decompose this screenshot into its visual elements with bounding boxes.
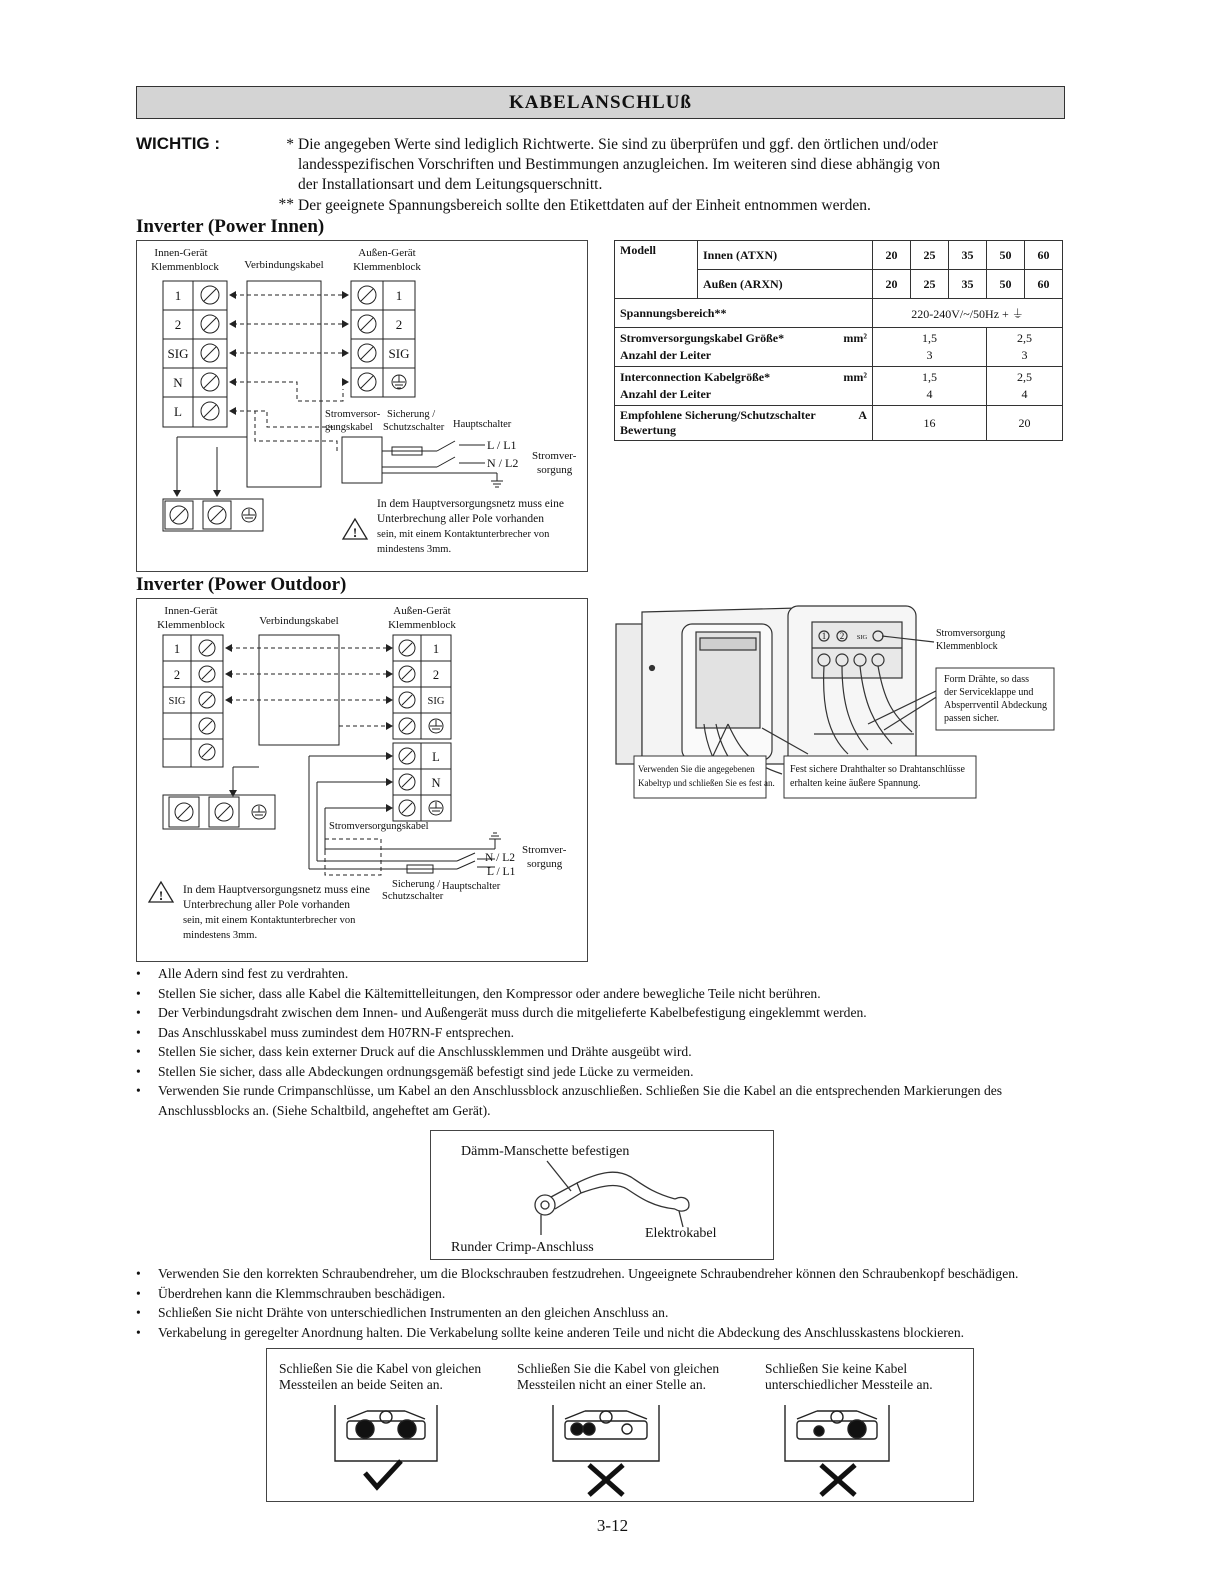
list-item: • Verkabelung in geregelter Anordnung halten. Die Verkabelung sollte keine anderen Teile und nicht die Abdeckung des Anschlusskastens blockieren. bbox=[136, 1323, 1066, 1343]
callout-form-2: der Serviceklappe und bbox=[944, 687, 1034, 698]
list-item: • Schließen Sie nicht Drähte von unterschiedlichen Instrumenten an den gleichen Anschluss an. bbox=[136, 1303, 1066, 1323]
power-cable-label: Stromversorgungskabel bbox=[329, 821, 429, 832]
fuse-label-2: Schutzschalter bbox=[383, 422, 445, 433]
photo-terminal-1: 1 bbox=[821, 631, 827, 641]
note-1-line-2: landesspezifischen Vorschriften und Bestimmungen anzugleichen. Im weiteren sind diese abhängig von bbox=[298, 156, 941, 173]
page-title: KABELANSCHLUß bbox=[136, 86, 1065, 119]
interconnection-conductors-small: 4 bbox=[926, 387, 933, 401]
list-item: • Alle Adern sind fest zu verdrahten. bbox=[136, 964, 1066, 984]
l1-label: L / L1 bbox=[487, 438, 517, 452]
svg-text:!: ! bbox=[158, 888, 164, 903]
checkmark-icon bbox=[365, 1461, 401, 1487]
example-bad2-illustration bbox=[785, 1405, 889, 1461]
note-1-line-1: Die angegeben Werte sind lediglich Richtwerte. Sie sind zu überprüfen und ggf. den örtlichen und/oder bbox=[298, 136, 938, 153]
crimp-sleeve-label: Dämm-Manschette befestigen bbox=[461, 1144, 630, 1159]
screwdriver-notes-list bbox=[136, 1264, 1066, 1342]
indoor-label-2: Klemmenblock bbox=[151, 261, 219, 273]
important-label: WICHTIG : bbox=[136, 134, 221, 153]
list-item: • Stellen Sie sicher, dass kein externer Druck auf die Anschlussklemmen und Drähte ausgeübt wird. bbox=[136, 1042, 1066, 1062]
model-outdoor-20: 20 bbox=[873, 270, 911, 299]
page-number: 3-12 bbox=[596, 1516, 629, 1535]
warning-icon bbox=[149, 882, 173, 903]
warning-line-3: sein, mit einem Kontaktunterbrecher von bbox=[183, 915, 356, 926]
warning-line-4: mindestens 3mm. bbox=[377, 544, 452, 555]
outdoor-label-2: Klemmenblock bbox=[353, 261, 421, 273]
interconnection-cable-label: Interconnection Kabelgröße* bbox=[620, 370, 771, 384]
outdoor-terminal-2: 2 bbox=[395, 317, 403, 332]
warning-icon bbox=[343, 519, 367, 540]
supply-label-1: Stromver- bbox=[532, 450, 577, 462]
fuse-rating-unit: A bbox=[858, 408, 867, 422]
list-item-line-1: • Verwenden Sie runde Crimpanschlüsse, um Kabel an den Anschlussblock anzuschließen. Schließen Sie die Kabel an die entsprechenden Markierungen des bbox=[158, 1083, 1003, 1098]
example-ok-illustration bbox=[335, 1405, 437, 1461]
power-cable-box bbox=[325, 839, 381, 875]
callout-use-2: Kabeltyp und schließen Sie es fest an. bbox=[638, 778, 775, 788]
connection-examples bbox=[266, 1348, 974, 1502]
list-item bbox=[136, 1081, 1066, 1120]
list-item: • Stellen Sie sicher, dass alle Kabel die Kältemittelleitungen, den Kompressor oder andere bewegliche Teile nicht berühren. bbox=[136, 984, 1066, 1004]
outdoor-label-2: Klemmenblock bbox=[388, 619, 456, 631]
outdoor-label-1: Außen-Gerät bbox=[358, 247, 416, 259]
list-item: • Das Anschlusskabel muss zumindest dem H07RN-F entsprechen. bbox=[136, 1023, 1066, 1043]
ground-terminal-block bbox=[163, 795, 275, 829]
warning-line-2: Unterbrechung aller Pole vorhanden bbox=[377, 513, 545, 525]
list-item: • Verwenden Sie den korrekten Schraubendreher, um die Blockschrauben festzudrehen. Ungeeignete Schraubendreher können den Schraubenkopf beschädigen. bbox=[136, 1264, 1066, 1284]
power-cable-label-1: Stromversor- bbox=[325, 409, 381, 420]
callout-form-4: passen sicher. bbox=[944, 713, 999, 724]
example-bad1-line-2: Messteilen nicht an einer Stelle an. bbox=[517, 1377, 706, 1392]
outdoor-terminal-1: 1 bbox=[395, 288, 403, 303]
svg-text:!: ! bbox=[352, 525, 358, 540]
indoor-terminal-sig: SIG bbox=[168, 696, 186, 707]
indoor-terminal-1: 1 bbox=[174, 288, 182, 303]
fuse-rating-small: 16 bbox=[873, 406, 987, 441]
indoor-terminal-n: N bbox=[173, 375, 183, 390]
wiring-diagram-indoor-power bbox=[136, 240, 588, 572]
list-item: • Der Verbindungsdraht zwischen dem Innen- und Außengerät muss durch die mitgelieferte Kabelbefestigung eingeklemmt werden. bbox=[136, 1003, 1066, 1023]
terminal-photo-illustration bbox=[612, 604, 1066, 810]
power-cable-size-small: 1,5 bbox=[922, 331, 937, 345]
indoor-label-1: Innen-Gerät bbox=[154, 247, 208, 259]
warning-line-3: sein, mit einem Kontaktunterbrecher von bbox=[377, 529, 550, 540]
power-conductors-large: 3 bbox=[1021, 348, 1028, 362]
model-label: Modell bbox=[615, 241, 698, 299]
warning-line-4: mindestens 3mm. bbox=[183, 930, 258, 941]
fuse-rating-large: 20 bbox=[987, 406, 1063, 441]
cable-label: Verbindungskabel bbox=[259, 615, 339, 627]
photo-terminal-sig: SIG bbox=[856, 634, 868, 641]
l1-label: L / L1 bbox=[487, 866, 516, 878]
indoor-label-2: Klemmenblock bbox=[157, 619, 225, 631]
outdoor-terminal-sig: SIG bbox=[388, 346, 410, 361]
connection-cable-box bbox=[247, 281, 321, 487]
list-item: • Überdrehen kann die Klemmschrauben beschädigen. bbox=[136, 1284, 1066, 1304]
power-terminal-n: N bbox=[431, 776, 441, 790]
main-switch-label: Hauptschalter bbox=[442, 881, 501, 892]
indoor-terminal-l: L bbox=[174, 404, 182, 419]
power-cable-unit: mm² bbox=[843, 331, 867, 345]
wiring-notes-list bbox=[136, 964, 1066, 1120]
power-cable-box bbox=[342, 437, 382, 483]
warning-line-1: In dem Hauptversorgungsnetz muss eine bbox=[377, 498, 564, 510]
example-bad1-line-1: Schließen Sie die Kabel von gleichen bbox=[517, 1361, 720, 1376]
fuse-label-1: Sicherung / bbox=[392, 879, 441, 890]
indoor-terminal-2: 2 bbox=[173, 668, 181, 682]
terminal-photo-svg bbox=[612, 604, 1066, 810]
connection-cable-box bbox=[259, 635, 339, 745]
electric-cable-label: Elektrokabel bbox=[645, 1226, 717, 1241]
model-outdoor-60: 60 bbox=[1025, 270, 1063, 299]
list-item: • Stellen Sie sicher, dass alle Abdeckungen ordnungsgemäß befestigt sind jede Lücke zu vermeiden. bbox=[136, 1062, 1066, 1082]
supply-label-1: Stromver- bbox=[522, 844, 567, 856]
cable-label: Verbindungskabel bbox=[244, 259, 324, 271]
supply-label-2: sorgung bbox=[527, 858, 563, 870]
section-heading-power-outdoor: Inverter (Power Outdoor) bbox=[136, 574, 347, 595]
callout-use-1: Verwenden Sie die angegebenen bbox=[638, 764, 755, 774]
indoor-terminal-1: 1 bbox=[173, 642, 181, 656]
model-indoor-20: 20 bbox=[873, 241, 911, 270]
outdoor-terminal-block bbox=[393, 635, 451, 739]
model-indoor-60: 60 bbox=[1025, 241, 1063, 270]
wiring-diagram-outdoor-svg bbox=[137, 599, 587, 961]
indoor-terminal-block bbox=[163, 281, 227, 427]
note-1-line-3: der Installationsart und dem Leitungsquerschnitt. bbox=[298, 176, 603, 193]
note-star-2: ** bbox=[278, 196, 294, 213]
fuse-label-2: Schutzschalter bbox=[382, 891, 444, 902]
indoor-label-1: Innen-Gerät bbox=[164, 605, 218, 617]
callout-fix-2: erhalten keine äußere Spannung. bbox=[790, 778, 921, 789]
outdoor-terminal-sig: SIG bbox=[427, 696, 445, 707]
nl2-label: N / L2 bbox=[485, 852, 516, 864]
spec-table bbox=[614, 240, 1063, 441]
supply-label-2: sorgung bbox=[537, 464, 573, 476]
callout-fix-1: Fest sichere Drahthalter so Drahtanschlüsse bbox=[790, 764, 965, 775]
warning-line-2: Unterbrechung aller Pole vorhanden bbox=[183, 899, 351, 911]
power-cable-size-label: Stromversorgungskabel Größe* bbox=[620, 331, 785, 345]
model-indoor-25: 25 bbox=[911, 241, 949, 270]
interconnection-size-small: 1,5 bbox=[922, 370, 937, 384]
interconnection-conductors-label: Anzahl der Leiter bbox=[620, 387, 712, 401]
model-indoor-50: 50 bbox=[987, 241, 1025, 270]
crimp-terminal-illustration bbox=[430, 1130, 774, 1260]
power-cable-label-2: gungskabel bbox=[325, 422, 373, 433]
cross-icon bbox=[821, 1465, 855, 1495]
list-item-line-2: Anschlussblocks an. (Siehe Schaltbild, angeheftet am Gerät). bbox=[158, 1102, 491, 1118]
callout-supply-1: Stromversorgung bbox=[936, 628, 1006, 639]
indoor-terminal-2: 2 bbox=[174, 317, 182, 332]
nl2-label: N / L2 bbox=[487, 456, 519, 470]
section-heading-power-indoor: Inverter (Power Innen) bbox=[136, 216, 325, 237]
note-2: Der geeignete Spannungsbereich sollte den Etikettdaten auf der Einheit entnommen werden. bbox=[298, 197, 871, 214]
example-ok-line-1: Schließen Sie die Kabel von gleichen bbox=[279, 1361, 482, 1376]
example-bad2-line-2: unterschiedlicher Messteile an. bbox=[765, 1377, 933, 1392]
interconnection-conductors-large: 4 bbox=[1021, 387, 1028, 401]
outdoor-terminal-1: 1 bbox=[432, 642, 440, 656]
fuse-label-1: Sicherung / bbox=[387, 409, 436, 420]
fuse-rating-label: Empfohlene Sicherung/Schutzschalter Bewertung bbox=[620, 408, 816, 437]
interconnection-cable-unit: mm² bbox=[843, 370, 867, 384]
model-outdoor-35: 35 bbox=[949, 270, 987, 299]
cross-icon bbox=[589, 1465, 623, 1495]
crimp-terminal-svg bbox=[431, 1131, 773, 1259]
outdoor-label-1: Außen-Gerät bbox=[393, 605, 451, 617]
indoor-terminal-sig: SIG bbox=[167, 346, 189, 361]
interconnection-size-large: 2,5 bbox=[1017, 370, 1032, 384]
power-terminal-l: L bbox=[432, 750, 440, 764]
power-conductors-small: 3 bbox=[926, 348, 933, 362]
main-switch-label: Hauptschalter bbox=[453, 419, 512, 430]
model-outdoor-25: 25 bbox=[911, 270, 949, 299]
voltage-value: 220-240V/~/50Hz + ⏚ bbox=[873, 299, 1063, 328]
outdoor-terminal-2: 2 bbox=[432, 668, 440, 682]
photo-terminal-2: 2 bbox=[839, 631, 845, 641]
model-indoor-35: 35 bbox=[949, 241, 987, 270]
power-cable-size-large: 2,5 bbox=[1017, 331, 1032, 345]
warning-line-1: In dem Hauptversorgungsnetz muss eine bbox=[183, 884, 370, 896]
example-ok-line-2: Messteilen an beide Seiten an. bbox=[279, 1377, 443, 1392]
power-conductors-label: Anzahl der Leiter bbox=[620, 348, 712, 362]
voltage-label: Spannungsbereich** bbox=[615, 299, 873, 328]
round-crimp-label: Runder Crimp-Anschluss bbox=[451, 1240, 594, 1255]
wiring-diagram-outdoor-power bbox=[136, 598, 588, 962]
callout-form-3: Absperrventil Abdeckung bbox=[944, 700, 1048, 711]
wiring-diagram-indoor-svg bbox=[137, 241, 587, 571]
outdoor-terminal-block bbox=[351, 281, 415, 397]
outdoor-model-row-label: Außen (ARXN) bbox=[698, 270, 873, 299]
example-bad1-illustration bbox=[553, 1405, 659, 1461]
ground-terminal-block bbox=[163, 499, 263, 531]
example-bad2-line-1: Schließen Sie keine Kabel bbox=[765, 1361, 908, 1376]
callout-supply-2: Klemmenblock bbox=[936, 641, 998, 652]
power-terminal-block bbox=[393, 743, 451, 821]
connection-examples-svg bbox=[267, 1349, 973, 1501]
note-star-1: * bbox=[286, 136, 294, 153]
indoor-model-row-label: Innen (ATXN) bbox=[698, 241, 873, 270]
model-outdoor-50: 50 bbox=[987, 270, 1025, 299]
callout-form-1: Form Drähte, so dass bbox=[944, 674, 1029, 685]
